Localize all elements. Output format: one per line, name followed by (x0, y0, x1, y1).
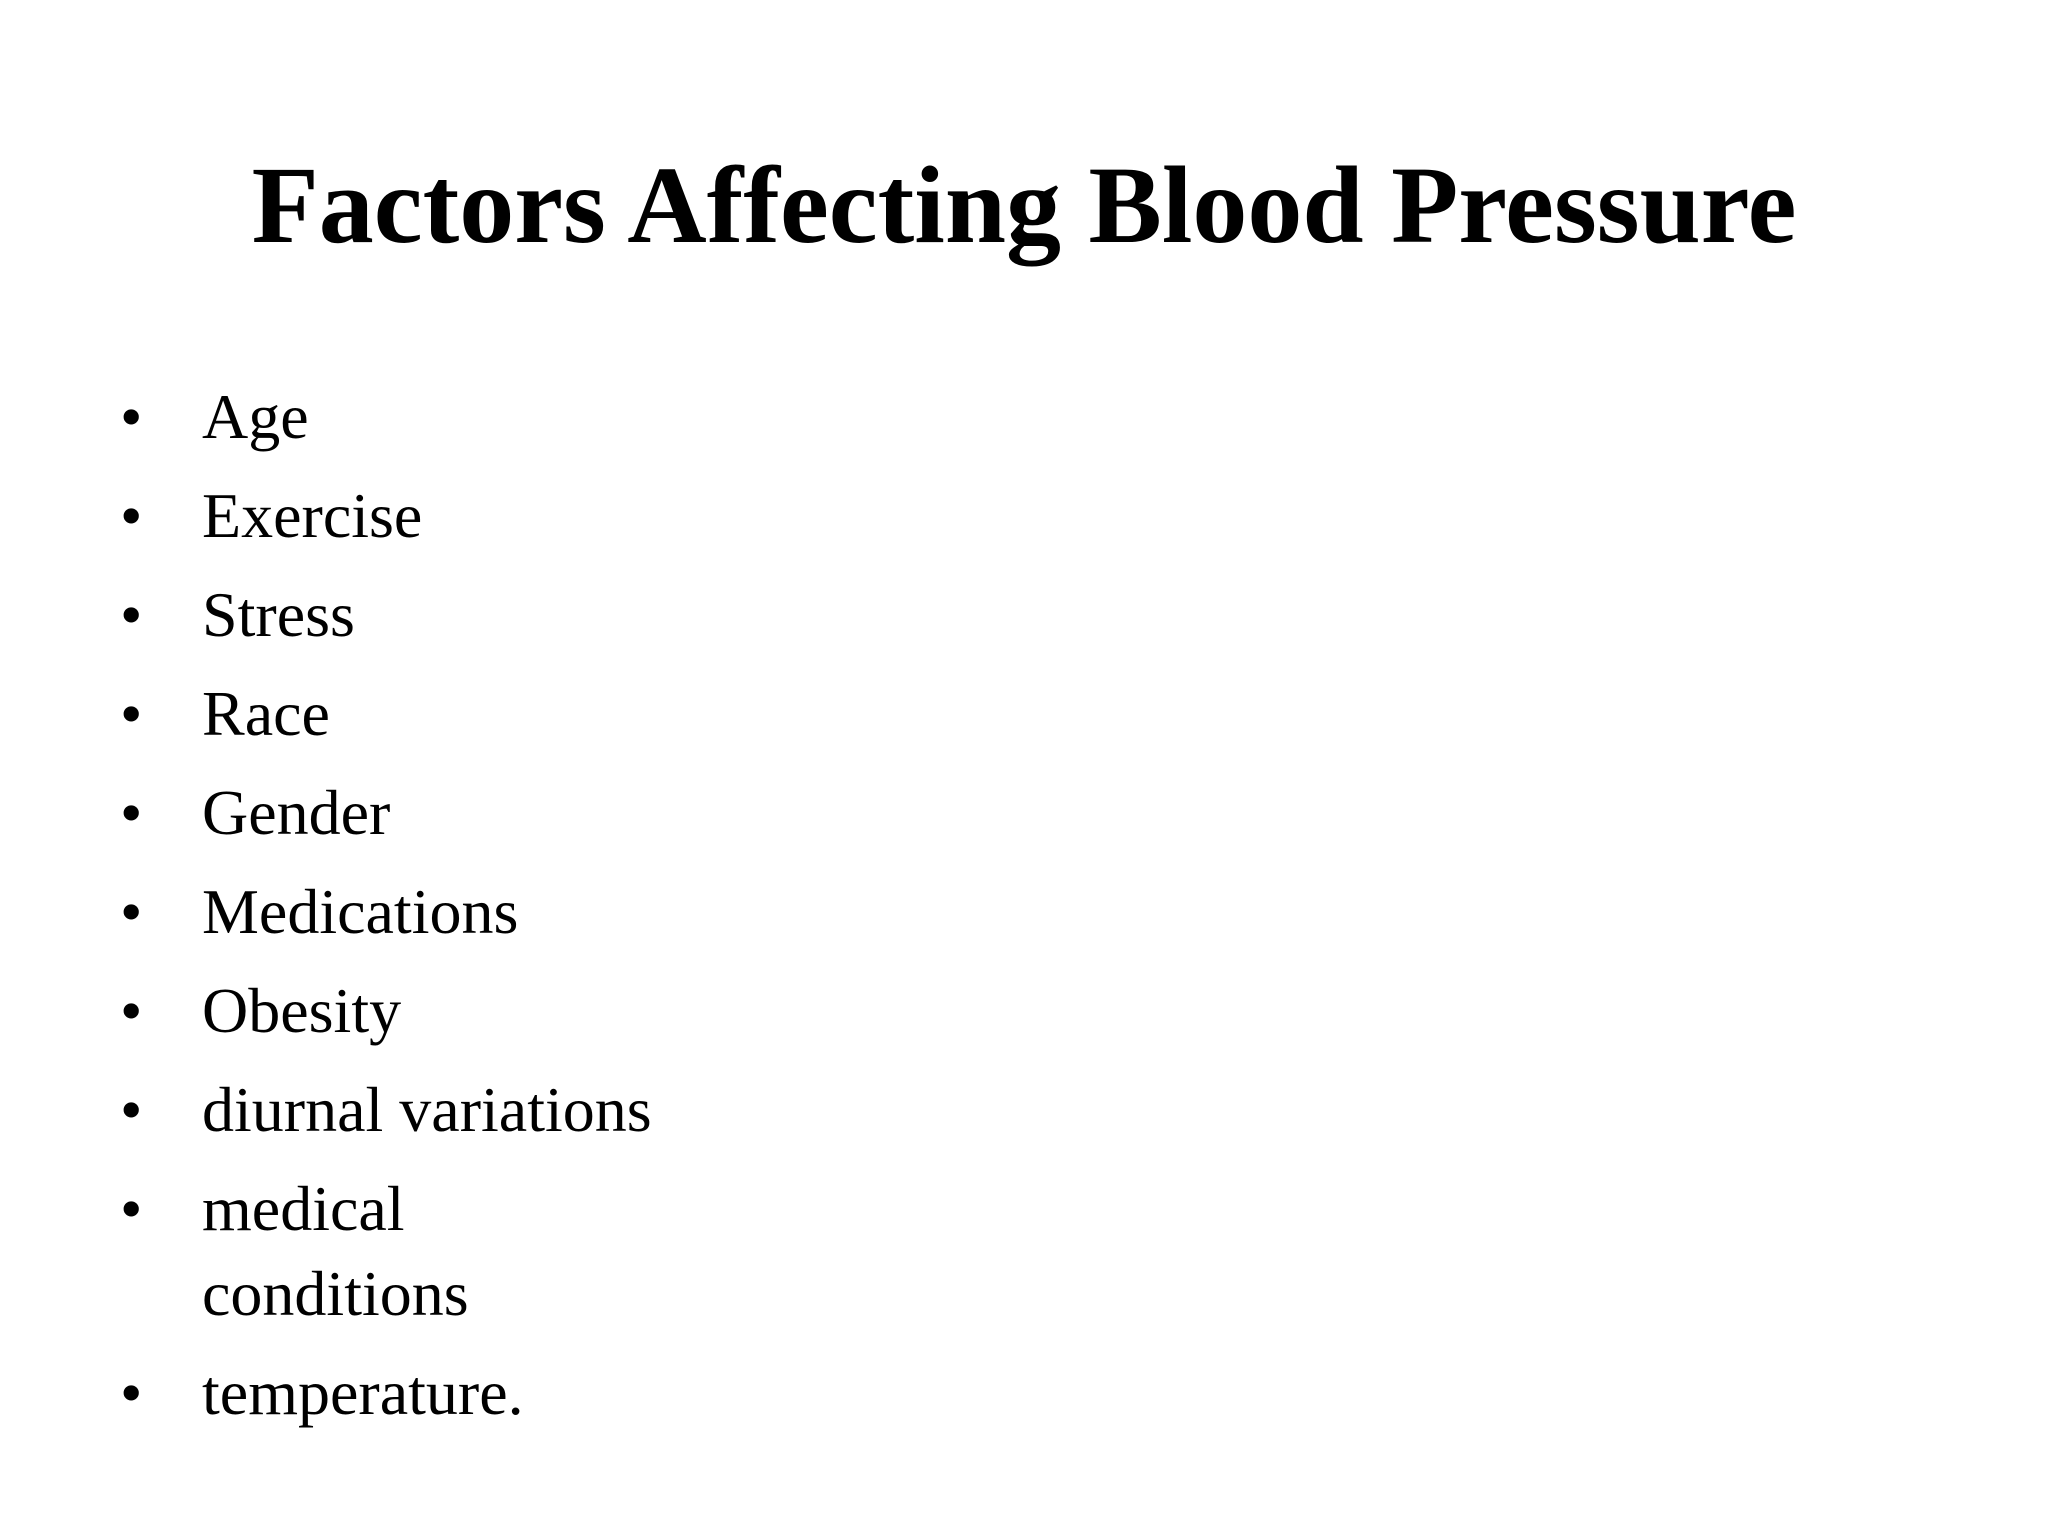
list-item (120, 473, 762, 558)
list-item-text: Obesity (202, 975, 402, 1046)
bullet-icon: • (120, 1173, 143, 1244)
list-item (120, 1350, 762, 1435)
list-item-text: Age (202, 381, 309, 452)
list-item-text: diurnal variations (202, 1074, 652, 1145)
list-item-text: Race (202, 678, 330, 749)
bullet-icon: • (120, 480, 143, 551)
list-item (120, 374, 762, 459)
bullet-icon: • (120, 876, 143, 947)
bullet-icon: • (120, 1357, 143, 1428)
bullet-icon: • (120, 579, 143, 650)
slide-title: Factors Affecting Blood Pressure (251, 144, 1797, 266)
list-item-text: temperature. (202, 1357, 524, 1428)
bullet-icon: • (120, 975, 143, 1046)
bullet-icon: • (120, 777, 143, 848)
bullet-icon: • (120, 381, 143, 452)
list-item-text: Medications (202, 876, 519, 947)
list-item (120, 770, 762, 855)
bullet-list (120, 374, 820, 1449)
list-item (120, 1166, 532, 1336)
list-item (120, 869, 762, 954)
bullet-icon: • (120, 678, 143, 749)
bullet-icon: • (120, 1074, 143, 1145)
list-item-text: medical conditions (202, 1173, 469, 1329)
list-item-text: Stress (202, 579, 355, 650)
list-item-text: Gender (202, 777, 391, 848)
list-item (120, 968, 762, 1053)
list-item-text: Exercise (202, 480, 423, 551)
list-item (120, 671, 762, 756)
list-item (120, 572, 762, 657)
list-item (120, 1067, 762, 1152)
